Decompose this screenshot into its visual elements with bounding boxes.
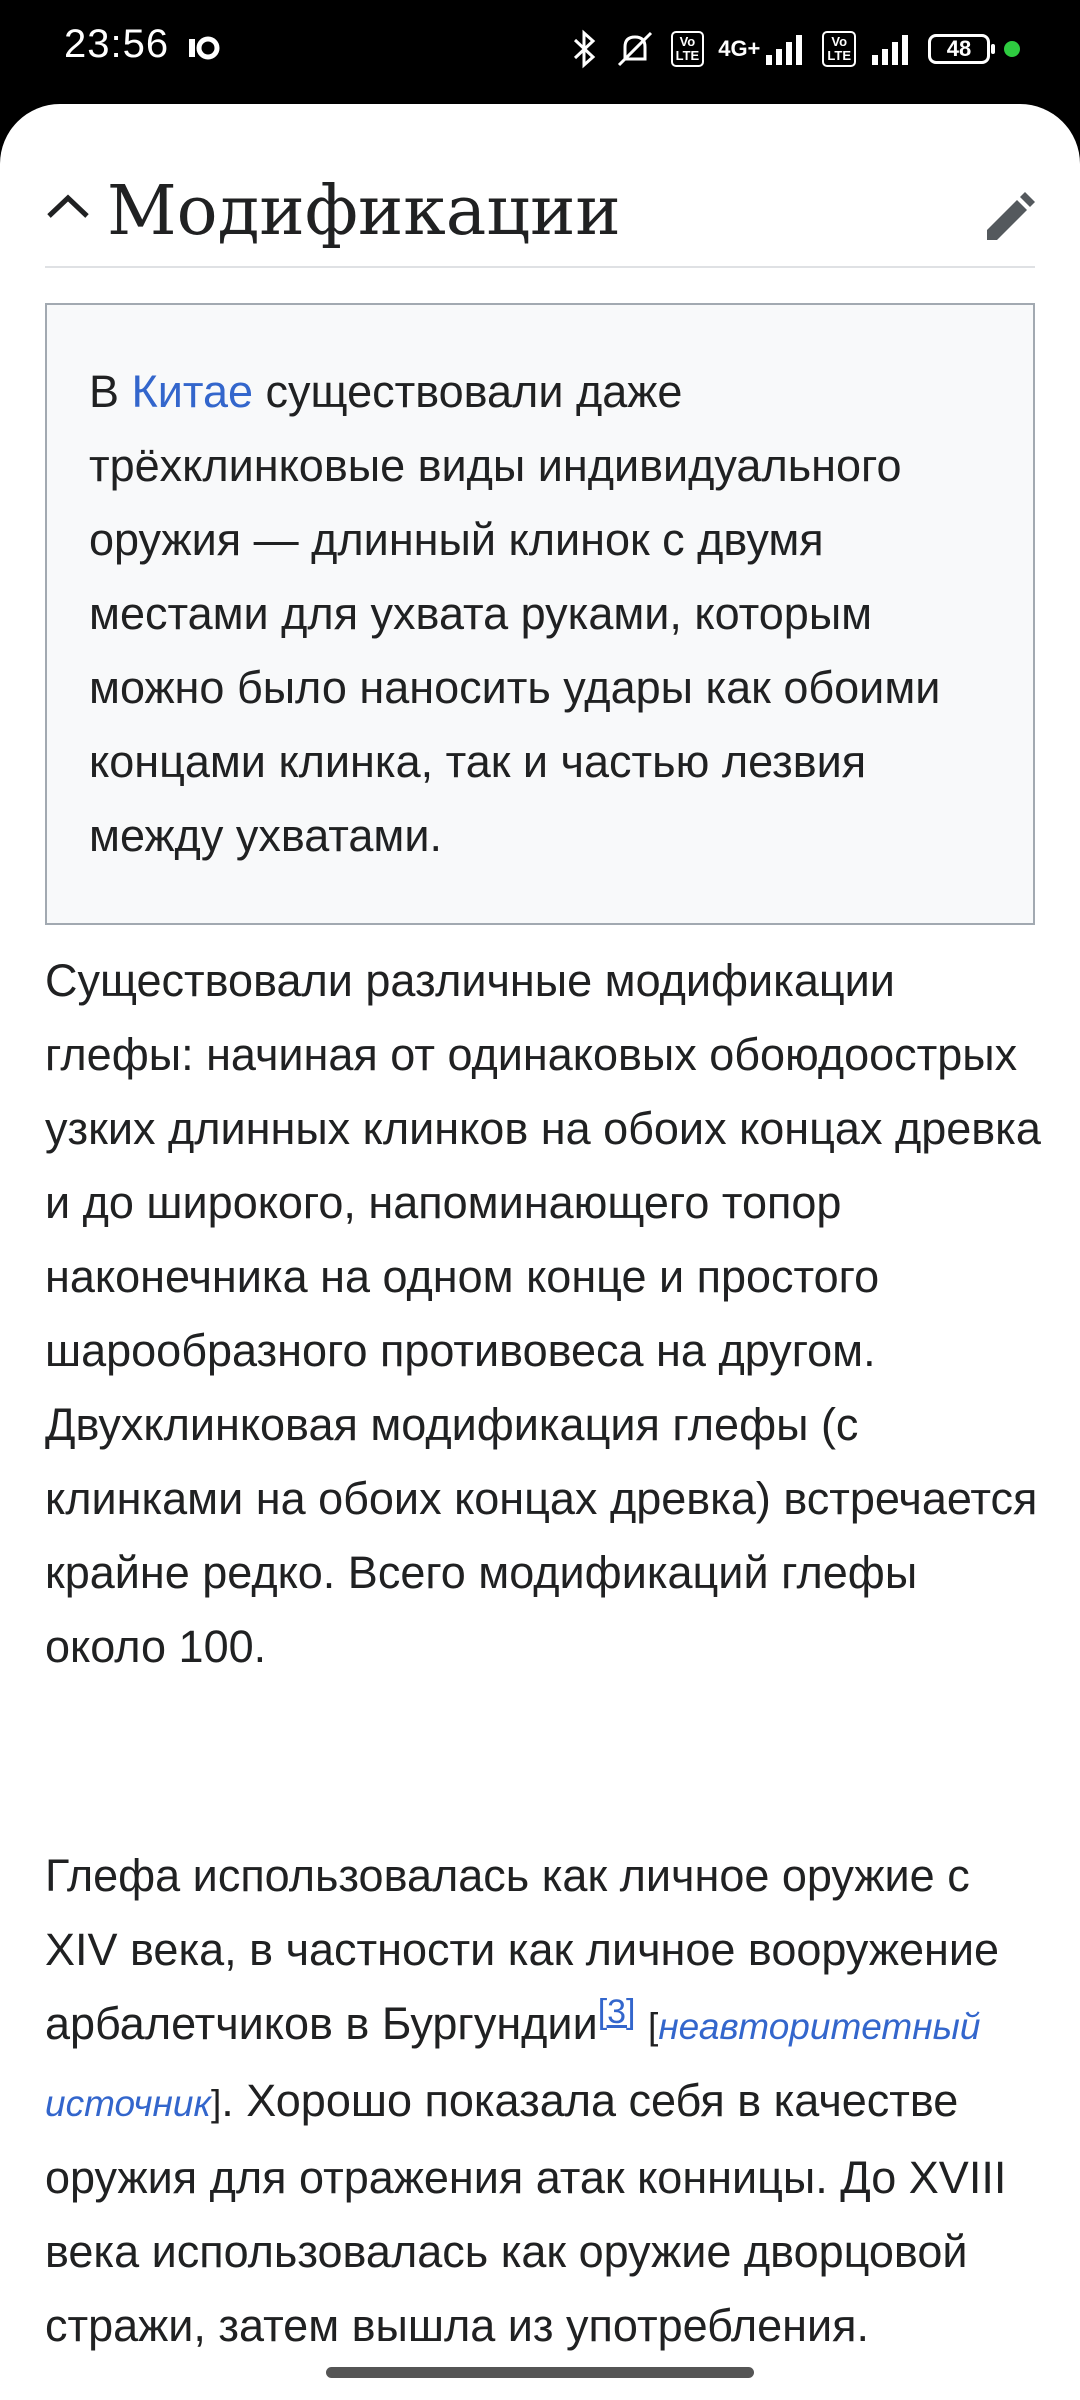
notification-icon [186,30,222,66]
unreliable-source-link[interactable]: неавторитетный источник [45,2006,981,2124]
section-header[interactable] [45,144,1035,268]
paragraph-usage-part2: . Хорошо показала себя в качестве оружия для отражения атак конницы. До XVIII века использовалась как оружие дворцовой стражи, затем вышла из употребления. [45,2075,1007,2351]
volte-icon-2: Vo LTE [822,31,856,67]
paragraph-usage [45,1839,1045,2363]
status-bar [0,0,1080,100]
signal-icon [764,31,808,67]
chevron-up-icon[interactable] [45,190,91,220]
paragraph-modifications: Существовали различные модификации глефы: начиная от одинаковых обоюдоострых узких длинных клинков на обоих концах древка и до широкого, напоминающего топор наконечника на одном конце и простого шарообразного противовеса на другом. Двухклинковая модификация глефы (с клинками на обоих концах древка) встречается крайне редко. Всего модификаций глефы около 100. [45,955,1041,1672]
article-page [0,104,1080,2400]
active-dot-icon [1004,41,1020,57]
edit-pencil-icon[interactable] [983,192,1035,244]
volte-icon: Vo LTE [671,31,705,67]
battery-icon: 48 [928,34,990,64]
paragraph-usage-part1: Глефа использовалась как личное оружие с XIV века, в частности как личное вооружение арбалетчиков в Бургундии [45,1850,1000,2049]
bracket-open: [ [648,2006,659,2047]
link-china[interactable]: Китае [131,366,254,417]
network-type: 4G+ [718,36,761,61]
home-indicator[interactable] [326,2367,754,2378]
mute-vibrate-icon [613,29,657,69]
signal-icon-2 [870,31,914,67]
section-title: Модификации [107,172,621,251]
note-text [89,355,991,873]
reference-link[interactable]: [3] [597,1993,636,2031]
status-icons [569,24,1020,74]
note-rest: существовали даже трёхклинковые виды индивидуального оружия — длинный клинок с двумя местами для ухвата руками, которым можно было наносить удары как обоими концами клинка, так и частью лезвия между ухватами. [89,366,941,861]
note-prefix: В [89,366,132,417]
status-time: 23:56 [64,22,170,66]
bluetooth-icon [569,29,599,69]
note-box [45,303,1035,925]
bracket-close: ] [210,2083,222,2124]
